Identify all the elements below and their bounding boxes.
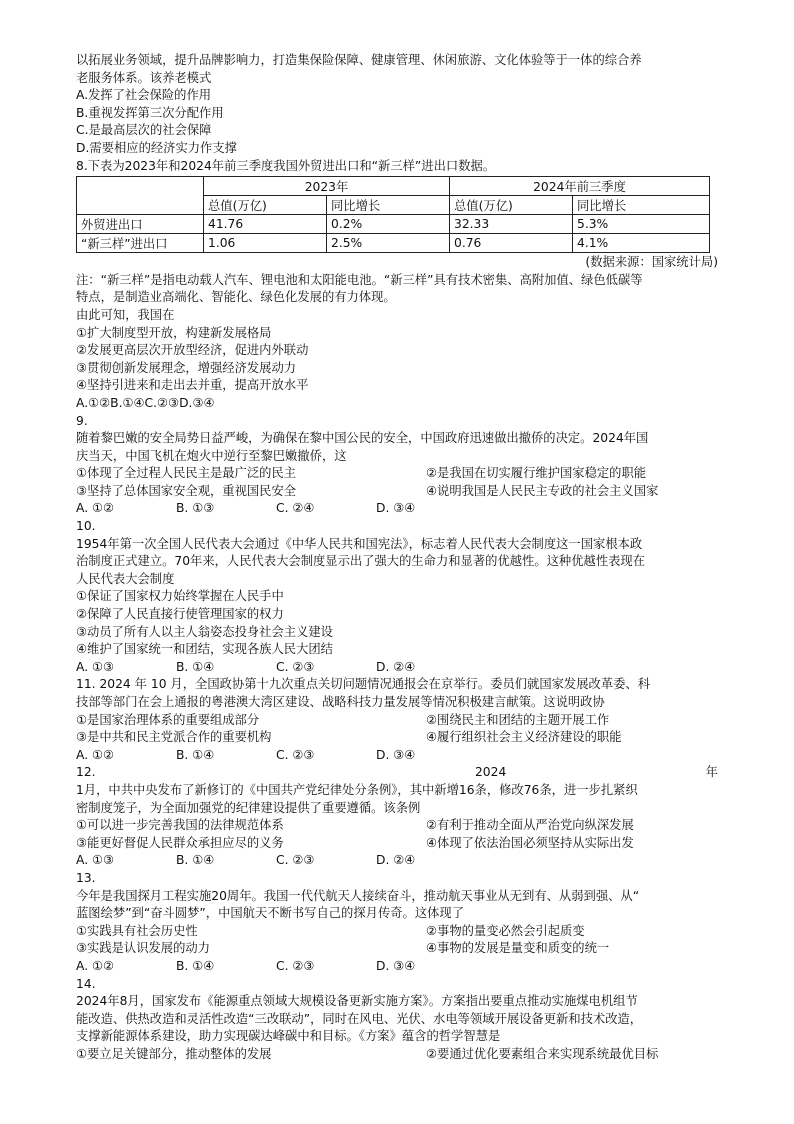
statement-row [76, 1046, 718, 1064]
row-label: 外贸进出口 [77, 215, 204, 234]
option-c: C.是最高层次的社会保障 [76, 123, 212, 138]
option-a: A.发挥了社会保险的作用 [76, 88, 212, 103]
question-stem: 11. 2024 年 10 月，全国政协第十九次重点关切问题情况通报会在京举行。委员们就国家发展改革委、科 [76, 677, 651, 692]
statement-item: ①是国家治理体系的重要组成部分 [76, 712, 260, 727]
statement-item: ①实践具有社会历史性 [76, 923, 198, 938]
statement-item: ②围绕民主和团结的主题开展工作 [426, 712, 610, 727]
option-d: D. ②④ [376, 659, 416, 674]
option-c: C. ②③ [276, 853, 315, 868]
statement-item: ②发展更高层次开放型经济，促进内外联动 [76, 343, 309, 358]
sub-header: 总值(万亿) [204, 196, 327, 215]
statement-item: ①保证了国家权力始终掌握在人民手中 [76, 589, 284, 604]
statement-item: ④体现了依法治国必须坚持从实际出发 [426, 835, 634, 850]
answer-options [76, 958, 718, 976]
trade-data-table [76, 176, 710, 253]
table-cell: 5.3% [573, 215, 710, 234]
statement-item: ①要立足关键部分，推动整体的发展 [76, 1046, 272, 1061]
table-cell: 0.76 [450, 234, 573, 253]
answer-options: A.①②B.①④C.②③D.③④ [76, 395, 215, 410]
question-number: 9. [76, 413, 88, 428]
question-stem: 8.下表为2023年和2024年前三季度我国外贸进出口和“新三样”进出口数据。 [76, 158, 496, 173]
question-stem: 2024年8月，国家发布《能源重点领域大规模设备更新实施方案》。方案指出要重点推动实施煤电机组节 [76, 994, 638, 1009]
option-d: D. ③④ [376, 747, 416, 762]
option-c: C. ②③ [276, 659, 315, 674]
option-b: B. ①④ [176, 958, 215, 973]
option-b: B. ①④ [176, 853, 215, 868]
option-a: A. ①② [76, 501, 115, 516]
year-unit: 年 [705, 765, 718, 780]
statement-row [76, 465, 718, 483]
row-label: “新三样”进出口 [77, 234, 204, 253]
table-cell: 41.76 [204, 215, 327, 234]
year-text: 2024 [474, 765, 507, 780]
sub-header: 同比增长 [573, 196, 710, 215]
text-line: 老服务体系。该养老模式 [76, 70, 212, 85]
statement-row [76, 712, 718, 730]
table-cell: 1.06 [204, 234, 327, 253]
statement-item: ④坚持引进来和走出去并重，提高开放水平 [76, 378, 309, 393]
note-line: 特点，是制造业高端化、智能化、绿色化发展的有力体现。 [76, 290, 396, 305]
question-number: 12. [76, 765, 96, 780]
question-stem: 治制度正式建立。70年来，人民代表大会制度显示出了强大的生命力和显著的优越性。这种优越性表现在 [76, 554, 646, 569]
question-header-line [76, 764, 718, 782]
statement-item: ③能更好督促人民群众承担应尽的义务 [76, 835, 284, 850]
statement-item: ②有利于推动全面从严治党向纵深发展 [426, 818, 634, 833]
question-stem: 支撑新能源体系建设，助力实现碳达峰碳中和目标。《方案》蕴含的哲学智慧是 [76, 1029, 501, 1044]
statement-row [76, 729, 718, 747]
question-stem: 能改造、供热改造和灵活性改造“三改联动”，同时在风电、光伏、水电等领域开展设备更新和技术改造， [76, 1011, 643, 1026]
year-header: 2023年 [204, 177, 450, 196]
statement-row [76, 835, 718, 853]
statement-item: ③坚持了总体国家安全观，重视国民安全 [76, 483, 297, 498]
option-a: A. ①③ [76, 853, 115, 868]
question-stem: 1月，中共中央发布了新修订的《中国共产党纪律处分条例》，其中新增16条，修改76条，进一步扎紧织 [76, 782, 638, 797]
statement-item: ②事物的量变必然会引起质变 [426, 923, 585, 938]
statement-item: ②保障了人民直接行使管理国家的权力 [76, 607, 284, 622]
option-a: A. ①② [76, 747, 115, 762]
statement-item: ③贯彻创新发展理念，增强经济发展动力 [76, 360, 297, 375]
year-header: 2024年前三季度 [450, 177, 710, 196]
option-a: A. ①② [76, 958, 115, 973]
statement-item: ①体现了全过程人民民主是最广泛的民主 [76, 466, 297, 481]
question-stem: 庆当天，中国飞机在炮火中逆行至黎巴嫩撤侨，这 [76, 448, 347, 463]
question-stem: 人民代表大会制度 [76, 571, 175, 586]
option-b: B.重视发挥第三次分配作用 [76, 105, 224, 120]
statement-item: ③实践是认识发展的动力 [76, 941, 210, 956]
question-stem: 密制度笼子，为全面加强党的纪律建设提供了重要遵循。该条例 [76, 800, 421, 815]
question-stem: 技部等部门在会上通报的粤港澳大湾区建设、战略科技力量发展等情况积极建言献策。这说明政协 [76, 695, 605, 709]
question-stem: 今年是我国探月工程实施20周年。我国一代代航天人接续奋斗，推动航天事业从无到有、从弱到强、从“ [76, 888, 640, 903]
statement-row [76, 923, 718, 941]
answer-options [76, 500, 718, 518]
option-c: C. ②③ [276, 958, 315, 973]
text-line: 以拓展业务领域，提升品牌影响力，打造集保险保障、健康管理、休闲旅游、文化体验等于一体的综合养 [76, 53, 642, 67]
document-page [76, 52, 718, 1063]
table-corner-cell [77, 177, 204, 215]
statement-item: ③是中共和民主党派合作的重要机构 [76, 730, 272, 745]
table-row [77, 234, 710, 253]
statement-item: ①可以进一步完善我国的法律规范体系 [76, 818, 284, 833]
question-number: 14. [76, 976, 96, 991]
option-d: D. ②④ [376, 853, 416, 868]
table-cell: 4.1% [573, 234, 710, 253]
statement-item: ④事物的发展是量变和质变的统一 [426, 941, 610, 956]
question-number: 10. [76, 519, 96, 534]
option-b: B. ①④ [176, 659, 215, 674]
option-c: C. ②④ [276, 501, 315, 516]
data-source: (数据来源：国家统计局) [585, 255, 718, 270]
question-lead: 由此可知，我国在 [76, 307, 175, 322]
option-b: B. ①③ [176, 501, 215, 516]
answer-options [76, 659, 718, 677]
option-d: D. ③④ [376, 958, 416, 973]
option-d: D.需要相应的经济实力作支撑 [76, 140, 237, 155]
answer-options [76, 852, 718, 870]
table-cell: 2.5% [327, 234, 450, 253]
question-stem: 随着黎巴嫩的安全局势日益严峻，为确保在黎中国公民的安全，中国政府迅速做出撤侨的决定。2024年国 [76, 431, 649, 446]
statement-item: ②要通过优化要素组合来实现系统最优目标 [426, 1046, 659, 1061]
table-row [77, 215, 710, 234]
question-number: 13. [76, 870, 96, 885]
option-a: A. ①③ [76, 659, 115, 674]
sub-header: 同比增长 [327, 196, 450, 215]
answer-options [76, 747, 718, 765]
statement-item: ②是我国在切实履行维护国家稳定的职能 [426, 466, 647, 481]
note-line: 注：“新三样”是指电动载人汽车、锂电池和太阳能电池。“新三样”具有技术密集、高附加值、绿色低碳等 [76, 272, 643, 287]
statement-item: ④说明我国是人民民主专政的社会主义国家 [426, 483, 659, 498]
statement-item: ④履行组织社会主义经济建设的职能 [426, 730, 622, 745]
option-c: C. ②③ [276, 747, 315, 762]
table-cell: 0.2% [327, 215, 450, 234]
question-stem: 蓝图绘梦”到“奋斗圆梦”，中国航天不断书写自己的探月传奇。这体现了 [76, 906, 465, 921]
option-d: D. ③④ [376, 501, 416, 516]
statement-item: ④维护了国家统一和团结，实现各族人民大团结 [76, 642, 333, 657]
statement-row [76, 483, 718, 501]
statement-item: ③动员了所有人以主人翁姿态投身社会主义建设 [76, 624, 333, 639]
option-b: B. ①④ [176, 747, 215, 762]
statement-row [76, 817, 718, 835]
question-stem: 1954年第一次全国人民代表大会通过《中华人民共和国宪法》，标志着人民代表大会制度这一国家根本政 [76, 536, 643, 551]
statement-row [76, 940, 718, 958]
statement-item: ①扩大制度型开放，构建新发展格局 [76, 325, 272, 340]
sub-header: 总值(万亿) [450, 196, 573, 215]
table-cell: 32.33 [450, 215, 573, 234]
